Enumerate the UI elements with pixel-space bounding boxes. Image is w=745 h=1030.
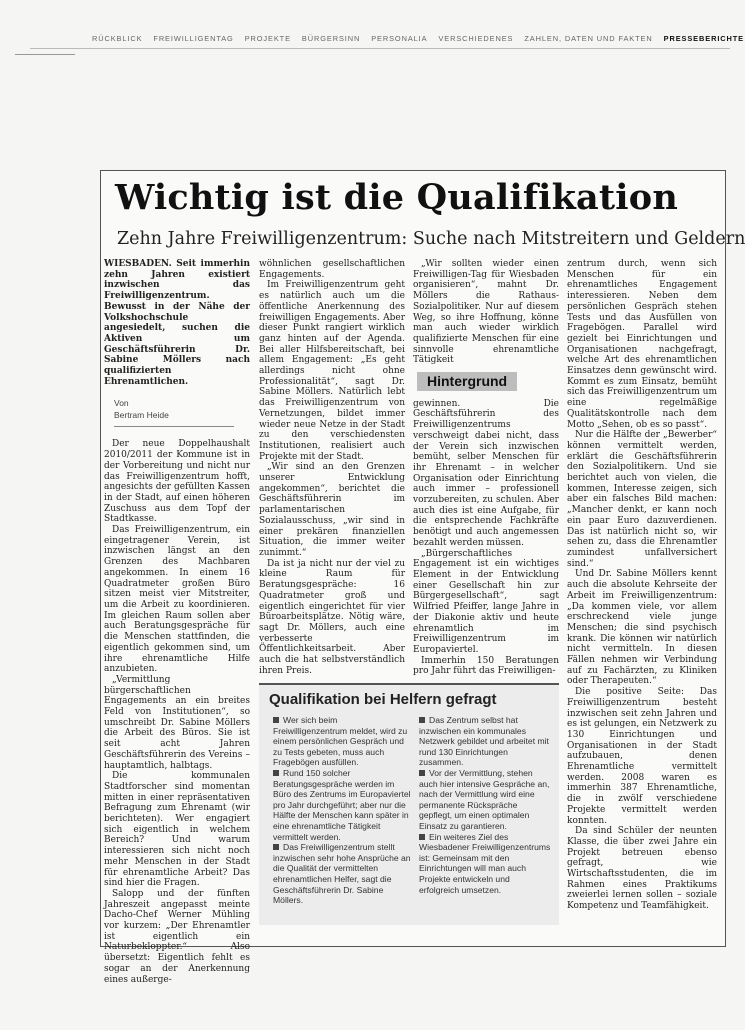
header-accent-line [15,54,75,55]
paragraph: wöhnlichen gesellschaftlichen Engagements. [259,259,405,280]
paragraph: zentrum durch, wenn sich Menschen für ein ehrenamtliches Engagement interessieren. Neben dem persönlichen Gespräch stehen Tests und das Ausfüllen von Fragebögen. Parallel wird gezielt bei Einrichtungen und Organisationen nachgefragt, welche Art des ehrenamtlichen Einsatzes denn gewünscht wird. Kommt es zum Einsatz, bemüht sich das Freiwilligenzentrum um eine regelmäßige Qualitätskontrolle nach dem Motto „Sehen, ob es so passt“. [567,259,717,430]
paragraph: Die kommunalen Stadtforscher sind momentan mitten in einer repräsentativen Befragung zum Ehrenamt (wir berichteten). Wer engagiert sich eigentlich in welchem Bereich? Und warum interessieren sich nicht noch mehr Menschen in der Stadt für ehrenamtliche Arbeit? Das sind hier die Fragen. [104,771,250,889]
article-column-4 [567,259,717,912]
paragraph: Nur die Hälfte der „Bewerber“ können vermittelt werden, erklärt die Geschäftsführerin den Sozialpolitikern. Und sie berichtet auch von vielen, die kommen, Interesse zeigen, sich aber ein falsches Bild machen: „Mancher denkt, er kann noch ein paar Euro dazuverdienen. Das ist natürlich nicht so, wir sehen zu, dass die Ehrenamtler zumindest unfallversichert sind.“ [567,430,717,569]
paragraph: Die positive Seite: Das Freiwilligenzentrum besteht inzwischen seit zehn Jahren und es ist gelungen, ein Netzwerk zu 130 Einrichtungen und Organisationen in der Stadt aufzubauen, denen Ehrenamtliche vermittelt werden. 2008 waren es immerhin 387 Ehrenamtliche, die in zwölf verschiedene Projekte vermittelt werden konnten. [567,687,717,826]
paragraph: Da ist ja nicht nur der viel zu kleine Raum für Beratungsgespräche: 16 Quadratmeter groß und eigentlich eingerichtet für vier Büroarbeitsplätze. Nötig wäre, sagt Dr. Möllers, auch eine verbesserte Öffentlichkeitsarbeit. Aber auch die hat selbstverständlich ihren Preis. [259,558,405,676]
bullet-square-icon [419,770,425,776]
bullet-square-icon [419,834,425,840]
article-lead: WIESBADEN. Seit immerhin zehn Jahren existiert inzwischen das Freiwilligenzentrum. Bewusst in der Nähe der Volkshochschule angesiedelt, suchen die Aktiven um Geschäftsführerin Dr. Sabine Möllers nach qualifizierten Ehrenamtlichen. [104,259,250,387]
byline-author: Bertram Heide [114,410,169,421]
paragraph: „Wir sind an den Grenzen unserer Entwicklung angekommen“, berichtet die Geschäftsführerin im parlamentarischen Sozialausschuss, „wir sind in einer prekären finanziellen Situation, die immer weiter zunimmt.“ [259,462,405,558]
article-column-2 [259,259,405,676]
article-column-3 [413,259,559,677]
nav-item-presseberichte[interactable]: PRESSEBERICHTE [663,34,744,43]
info-box [259,683,559,925]
article-column-1 [104,259,250,985]
bullet-square-icon [273,717,279,723]
byline-prefix: Von [114,398,129,409]
info-box-title: Qualifikation bei Helfern gefragt [269,691,497,708]
paragraph: Der neue Doppelhaushalt 2010/2011 der Kommune ist in der Vorbereitung und nicht nur das Freiwilligenzentrum hofft, angesichts der gefüllten Kassen in der Stadt, auf einen höheren Zuschuss aus dem Topf der Stadtkasse. [104,439,250,525]
paragraph: Und Dr. Sabine Möllers kennt auch die absolute Kehrseite der Arbeit im Freiwilligenzentrum: „Da kommen viele, vor allem erschreckend viele junge Menschen; die sind psychisch krank. Die können wir natürlich nicht vermitteln. In diesen Fällen nehmen wir Verbindung auf zu Fachärzten, zu Kliniken oder Therapeuten.“ [567,569,717,687]
info-item: Vor der Vermittlung, stehen auch hier intensive Gespräche an, nach der Vermittlung wird eine permanente Rückspräche gepflegt, um einen optimalen Einsatz zu garantieren. [419,767,550,831]
paragraph: Immerhin 150 Beratungen pro Jahr führt das Freiwilligen- [413,655,559,677]
paragraph: „Vermittlung bürgerschaftlichen Engagements an ein breites Feld von Institutionen“, so umschreibt Dr. Sabine Möllers die Arbeit des Büros. Sie ist seit acht Jahren Geschäftsführerin des Vereins – hauptamtlich, halbtags. [104,674,250,771]
info-box-column-2 [419,715,551,895]
info-item: Das Zentrum selbst hat inzwischen ein kommunales Netzwerk gebildet und arbeitet mit rund 130 Einrichtungen zusammen. [419,715,549,768]
paragraph: Salopp und der fünften Jahreszeit angepasst meinte Dacho-Chef Werner Mühling vor kurzem: „Der Ehrenamtler ist eigentlich ein Naturbekloppter.“ Also übersetzt: Eigentlich fehlt es sogar an der Anerkennung eines außerge- [104,888,250,985]
newspaper-clipping [100,170,745,985]
nav-item-buergersinn[interactable]: BÜRGERSINN [301,34,361,43]
paragraph: gewinnen. Die Geschäftsführerin des Freiwilligenzentrums verschweigt dabei nicht, dass der Verein sich inzwischen bemüht, selber Menschen für ihr Ehrenamt – in welcher Organisation oder Einrichtung auch immer – professionell vorzubereiten, zu schulen. Aber auch dies ist eine Aufgabe, für die entsprechende Fachkräfte benötigt und auch angemessen bezahlt werden müssen. [413,398,559,548]
nav-item-zahlen[interactable]: ZAHLEN, DATEN UND FAKTEN [524,34,653,43]
nav-item-personalia[interactable]: PERSONALIA [371,34,428,43]
paragraph: Da sind Schüler der neunten Klasse, die über zwei Jahre ein Projekt betreuen ebenso gefragt, wie Wirtschaftsstudenten, die im Rahmen eines Praktikums zweierlei lernen sollen – soziale Kompetenz und Teamfähigkeit. [567,826,717,912]
article-subhead: Zehn Jahre Freiwilligenzentrum: Suche nach Mitstreitern und Geldern [117,229,745,249]
info-item: Wer sich beim Freiwilligenzentrum meldet, wird zu einem persönlichen Gespräch und zu Tests gebeten, muss auch Fragebögen ausfüllen. [273,715,408,768]
hintergrund-label: Hintergrund [417,372,517,391]
bullet-square-icon [419,717,425,723]
section-nav [92,34,744,43]
byline [114,397,234,427]
nav-item-rueckblick[interactable]: RÜCKBLICK [92,34,143,43]
paragraph: „Bürgerschaftliches Engagement ist ein wichtiges Element in der Entwicklung einer Gesellschaft hin zur Bürgergesellschaft“, sagt Wilfried Pfeiffer, lange Jahre in der Diakonie aktiv und heute ehrenamtlich im Freiwilligenzentrum im Europaviertel. [413,548,559,655]
paragraph: „Wir sollten wieder einen Freiwilligen-Tag für Wiesbaden organisieren“, mahnt Dr. Möllers die Rathaus-Sozialpolitiker. Nur auf diesem Weg, so ihre Hoffnung, könne man auch wieder wirklich qualifizierte Menschen für eine sinnvolle ehrenamtliche Tätigkeit [413,259,559,366]
paragraph: Das Freiwilligenzentrum, ein eingetragener Verein, ist inzwischen längst an den Grenzen des Machbaren angekommen. In einem 16 Quadratmeter großen Büro sitzen meist vier Mitstreiter, um die Arbeit zu koordinieren. Im gleichen Raum sollen aber auch Beratungsgespräche für die Menschen stattfinden, die eigentlich gekommen sind, um ihre ehrenamtliche Hilfe anzubieten. [104,525,250,675]
bullet-square-icon [273,844,279,850]
info-item: Das Freiwilligenzentrum stellt inzwischen sehr hohe Ansprüche an die Qualität der vermittelten ehrenamtlichen Helfer, sagt die Geschäftsführerin Dr. Sabine Möllers. [273,842,411,906]
bullet-square-icon [273,770,279,776]
paragraph: Im Freiwilligenzentrum geht es natürlich auch um die öffentliche Anerkennung des freiwilligen Engagements. Aber dieser Punkt rangiert wirklich ganz hinten auf der Agenda. Bei aller Hilfsbereitschaft, bei allem Engagement: „Es geht allerdings nicht ohne Professionalität“, sagt Dr. Sabine Möllers. Natürlich lebt das Freiwilligenzentrum von Vernetzungen, bildet immer wieder neue Netze in der Stadt zu den verschiedensten Institutionen, realisiert auch Projekte mit der Stadt. [259,280,405,462]
nav-item-freiwilligentag[interactable]: FREIWILLIGENTAG [153,34,234,43]
header-divider [30,48,730,49]
nav-item-projekte[interactable]: PROJEKTE [244,34,291,43]
article-headline: Wichtig ist die Qualifikation [115,177,678,218]
nav-item-verschiedenes[interactable]: VERSCHIEDENES [438,34,514,43]
info-item: Ein weiteres Ziel des Wiesbadener Freiwilligenzentrums ist: Gemeinsam mit den Einrichtungen will man auch Projekte entwickeln und erfolgreich umsetzen. [419,831,551,895]
info-item: Rund 150 solcher Beratungsgespräche werden im Büro des Zentrums im Europaviertel pro Jahr durchgeführt; aber nur die Hälfte der Menschen kann später in eine ehrenamtliche Tätigkeit vermittelt werden. [273,767,411,842]
info-box-column-1 [273,715,411,906]
